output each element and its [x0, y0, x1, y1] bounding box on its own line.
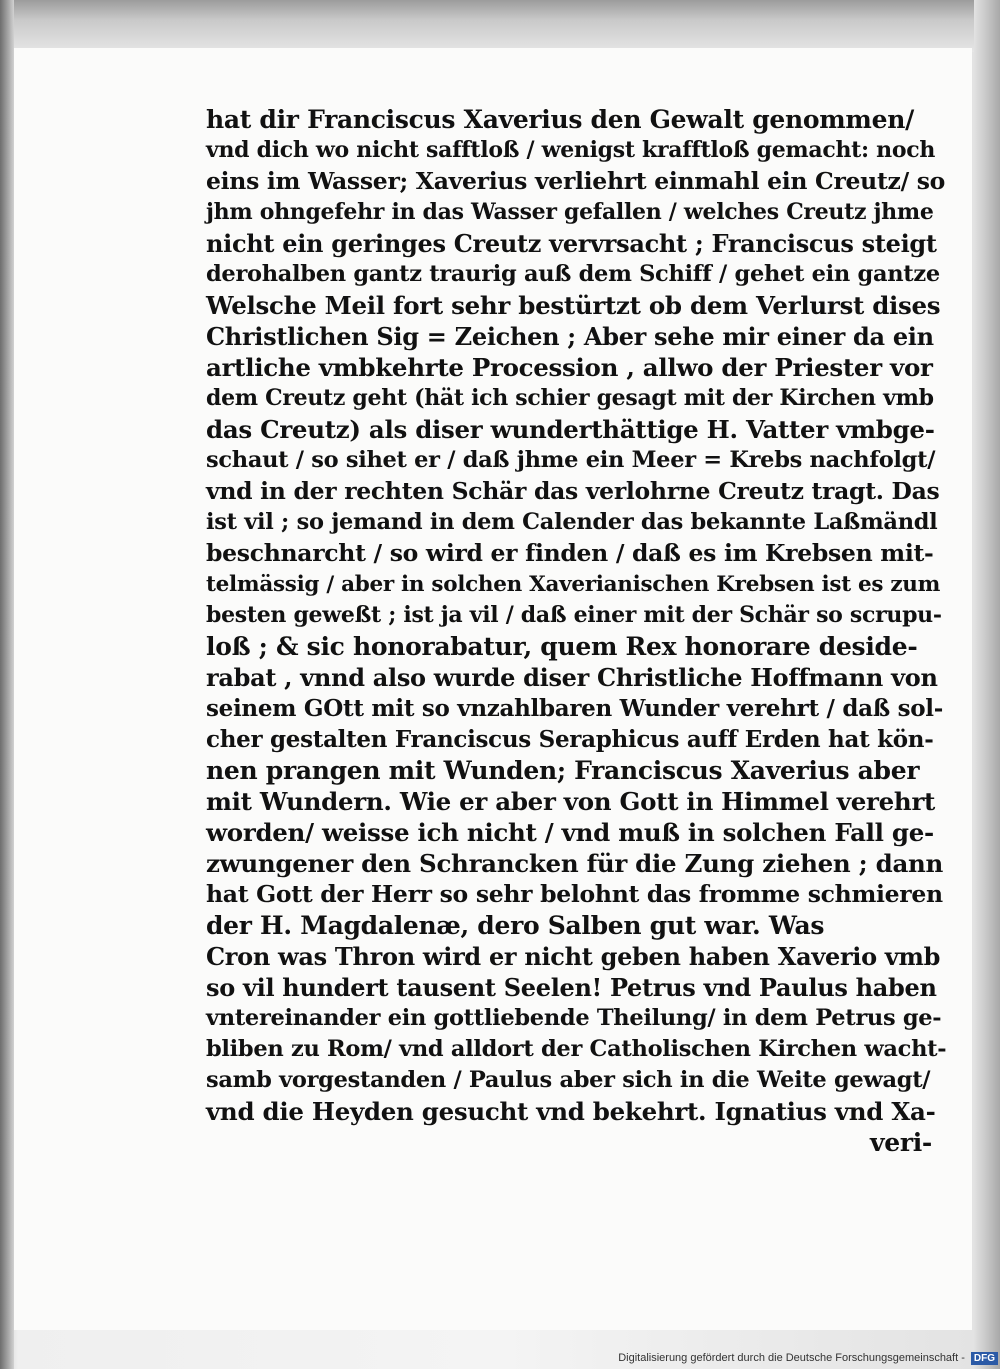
text-line: bliben zu Rom/ vnd alldort der Catholischen Kirchen wacht- [206, 1036, 947, 1062]
text-line: beschnarcht / so wird er finden / daß es im Krebsen mit- [206, 539, 934, 567]
text-line: vnd die Heyden gesucht vnd bekehrt. Ignatius vnd Xa- [206, 1097, 936, 1126]
text-line: der H. Magdalenæ, dero Salben gut war. Was [206, 911, 825, 940]
text-line: loß ; & sic honorabatur, quem Rex honorare deside- [206, 632, 918, 661]
text-line: derohalben gantz traurig auß dem Schiff / gehet ein gantze [206, 261, 940, 287]
text-line: zwungener den Schrancken für die Zung ziehen ; dann [206, 849, 944, 878]
text-line: artliche vmbkehrte Procession , allwo der Priester vor [206, 353, 933, 382]
footer-text: Digitalisierung gefördert durch die Deutsche Forschungsgemeinschaft - [618, 1352, 965, 1364]
text-line: vnd dich wo nicht safftloß / wenigst krafftloß gemacht: noch [206, 137, 936, 163]
text-line: hat Gott der Herr so sehr belohnt das fromme schmieren [206, 880, 943, 908]
text-line: samb vorgestanden / Paulus aber sich in die Weite gewagt/ [206, 1067, 931, 1093]
text-line: jhm ohngefehr in das Wasser gefallen / welches Creutz jhme [206, 199, 934, 225]
text-line: Welsche Meil fort sehr bestürtzt ob dem Verlurst dises [206, 291, 941, 320]
text-line: dem Creutz geht (hät ich schier gesagt mit der Kirchen vmb [206, 385, 934, 411]
text-line: nicht ein geringes Creutz vervrsacht ; Franciscus steigt [206, 229, 937, 258]
text-line: vnd in der rechten Schär das verlohrne Creutz tragt. Das [206, 477, 940, 505]
text-line: das Creutz) als diser wunderthättige H. Vatter vmbge- [206, 415, 935, 444]
text-line: schaut / so sihet er / daß jhme ein Meer = Krebs nachfolgt/ [206, 447, 936, 473]
text-line: worden/ weisse ich nicht / vnd muß in solchen Fall ge- [206, 818, 934, 847]
digitization-footer [608, 1349, 998, 1367]
page-text [206, 104, 946, 1158]
catchword: veri- [870, 1128, 932, 1157]
page-top-edge [10, 0, 1000, 52]
text-line: rabat , vnnd also wurde diser Christliche Hoffmann von [206, 663, 938, 692]
text-line: besten geweßt ; ist ja vil / daß einer mit der Schär so scrupu- [206, 602, 942, 628]
text-line: telmässig / aber in solchen Xaverianischen Krebsen ist es zum [206, 572, 941, 597]
dfg-logo: DFG [971, 1352, 998, 1365]
text-line: Christlichen Sig = Zeichen ; Aber sehe mir einer da ein [206, 322, 934, 351]
text-line: seinem GOtt mit so vnzahlbaren Wunder verehrt / daß sol- [206, 695, 943, 722]
text-line: so vil hundert tausent Seelen! Petrus vnd Paulus haben [206, 973, 937, 1002]
text-line: cher gestalten Franciscus Seraphicus auff Erden hat kön- [206, 726, 934, 753]
page-right-edge [974, 0, 1000, 1369]
text-line: nen prangen mit Wunden; Franciscus Xaverius aber [206, 756, 920, 785]
page-left-edge [0, 0, 14, 1369]
text-line: mit Wundern. Wie er aber von Gott in Himmel verehrt [206, 787, 936, 816]
text-line: ist vil ; so jemand in dem Calender das bekannte Laßmändl [206, 509, 938, 535]
text-line: vntereinander ein gottliebende Theilung/ in dem Petrus ge- [206, 1005, 942, 1031]
text-line: eins im Wasser; Xaverius verliehrt einmahl ein Creutz/ so [206, 167, 946, 195]
text-line: hat dir Franciscus Xaverius den Gewalt genommen/ [206, 105, 914, 134]
text-line: Cron was Thron wird er nicht geben haben Xaverio vmb [206, 942, 941, 971]
